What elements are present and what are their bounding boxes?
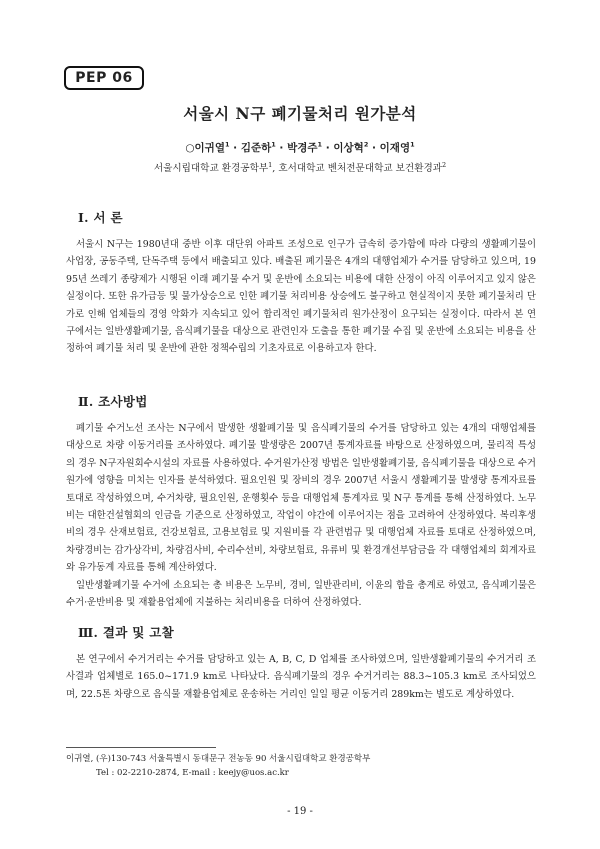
affiliations bbox=[0, 160, 600, 174]
author-affil-mark: 1 bbox=[271, 140, 276, 149]
methods-paragraph bbox=[66, 420, 536, 611]
section-heading-results: Ⅲ. 결과 및 고찰 bbox=[78, 625, 175, 640]
results-paragraph bbox=[66, 651, 536, 703]
section-heading-introduction: Ⅰ. 서 론 bbox=[78, 210, 123, 225]
author-name: 이상혁 bbox=[333, 142, 364, 154]
footnote-address: 이귀열, (우)130-743 서울특별시 동대문구 전농동 90 서울시립대학교 환경공학부 bbox=[66, 754, 371, 764]
introduction-paragraph bbox=[66, 236, 536, 358]
author-separator: · bbox=[368, 142, 380, 154]
affiliation-1: 서울시립대학교 환경공학부 bbox=[153, 163, 269, 174]
author-affil-mark: 2 bbox=[363, 140, 369, 149]
author-separator: · bbox=[229, 142, 241, 154]
author-affil-mark: 1 bbox=[224, 140, 230, 149]
author-name: 김준하 bbox=[240, 142, 272, 154]
affiliation-mark-2: 2 bbox=[442, 160, 447, 169]
paper-title: 서울시 N구 폐기물처리 원가분석 bbox=[183, 104, 417, 123]
author-name: ○이귀열 bbox=[185, 142, 225, 154]
footnote-divider bbox=[66, 747, 216, 748]
paragraph-text: 서울시 N구는 1980년대 중반 이후 대단위 아파트 조성으로 인구가 급속히 증가함에 따라 다량의 생활폐기물이 사업장, 공동주택, 단독주택 등에서 배출되고 있다. 배출된 폐기물은 4개의 대행업체가 수거를 담당하고 있으며, 1995년 쓰레기 종량제가 시행된 이래 폐기물 수거 및 운반에 소요되는 비용에 대한 산정이 아직 이루어지고 있지 않은 실정이다. 또한 유가급등 및 물가상승으로 인한 폐기물 처리비용 상승에도 불구하고 현실적이지 못한 폐기물처리 단가로 인해 업체들의 경영 악화가 지속되고 있어 합리적인 폐기물처리 원가산정이 요구되는 실정이다. 따라서 본 연구에서는 일반생활폐기물, 음식폐기물을 대상으로 관련인자 도출을 통한 폐기물 수집 및 운반에 소요되는 비용을 산정하여 폐기물 처리 및 운반에 관한 정책수립의 기초자료로 이용하고자 한다. bbox=[66, 239, 536, 355]
affiliation-2: , 호서대학교 벤처전문대학교 보건환경과 bbox=[272, 163, 442, 174]
paragraph-text: 폐기물 수거노선 조사는 N구에서 발생한 생활폐기물 및 음식폐기물의 수거를 담당하고 있는 4개의 대행업체를 대상으로 차량 이동거리를 조사하였다. 폐기물 발생량은 2007년 통계자료를 바탕으로 산정하였으며, 물리적 특성의 경우 N구자원회수시설의 자료를 사용하였다. 수거원가산정 방법은 일반생활폐기물, 음식폐기물을 대상으로 수거원가에 영향을 미치는 인자를 분석하였다. 필요인원 및 장비의 경우 2007년 서울시 생활폐기물 발생량 통계자료를 토대로 작성하였으며, 수거차량, 필요인원, 운행횟수 등을 대행업체 통계자료 및 N구 통계를 통해 산정하였다. 노무비는 대한건설협회의 인금을 기준으로 산정하였고, 작업이 야간에 이루어지는 점을 고려하여 산정하였다. 복리후생비의 경우 산재보험료, 건강보험료, 고용보험료 및 지원비를 각 관련법규 및 대행업체 자료를 토대로 산정하였으며, 차량경비는 감가상각비, 차량검사비, 수리수선비, 차량보험료, 유류비 및 환경개선부담금을 각 대행업체의 회계자료와 유가동계 자료를 통해 계산하였다. bbox=[66, 423, 536, 574]
author-separator: · bbox=[322, 142, 334, 154]
affiliation-mark-1: 1 bbox=[268, 160, 273, 169]
page-number: - 19 - bbox=[287, 806, 313, 817]
author-list bbox=[0, 140, 600, 155]
author-separator: · bbox=[275, 142, 288, 154]
author-affil-mark: 1 bbox=[317, 140, 323, 149]
author-name: 박경주 bbox=[287, 142, 318, 154]
footnote-contact: Tel : 02-2210-2874, E-mail : keejy@uos.ac.kr bbox=[96, 768, 289, 778]
paragraph-text: 일반생활폐기물 수거에 소요되는 총 비용은 노무비, 경비, 일반관리비, 이윤의 합을 총계로 하였고, 음식폐기물은 수거·운반비용 및 재활용업체에 지불하는 처리비용을 더하여 산정하였다. bbox=[66, 579, 536, 609]
paragraph-text: 본 연구에서 수거거리는 수거를 담당하고 있는 A, B, C, D 업체를 조사하였으며, 일반생활폐기물의 수거거리 조사결과 업체별로 165.0~171.9 km로 나타났다. 음식폐기물의 경우 수거거리는 88.3~105.3 km로 조사되었으며, 22.5톤 차량으로 음식물 재활용업체로 운송하는 거리인 일일 평균 이동거리 289km는 별도로 계상하였다. bbox=[66, 654, 536, 700]
author-name: 이재영 bbox=[379, 142, 411, 154]
poster-id-badge: PEP 06 bbox=[64, 66, 144, 90]
author-affil-mark: 1 bbox=[410, 140, 415, 149]
section-heading-methods: Ⅱ. 조사방법 bbox=[78, 394, 148, 409]
